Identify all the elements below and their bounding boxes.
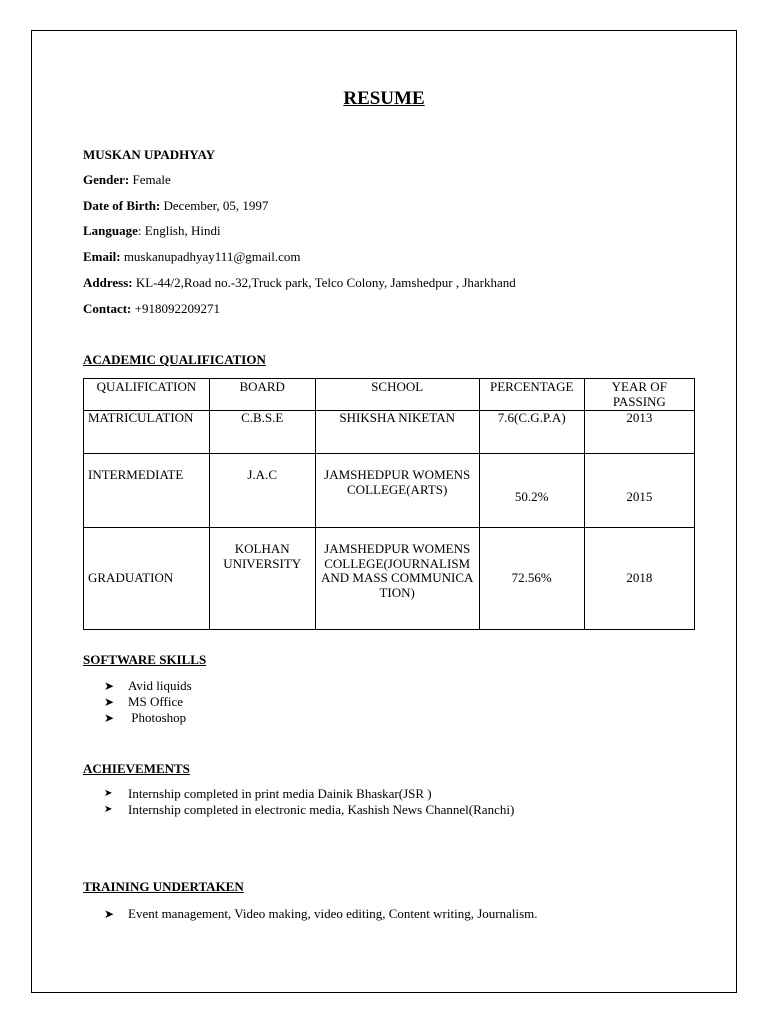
contact-value: +918092209271 xyxy=(131,301,220,316)
header-school: SCHOOL xyxy=(315,379,479,411)
header-board: BOARD xyxy=(209,379,315,411)
cell-percentage: 72.56% xyxy=(479,528,584,630)
email-value: muskanupadhyay111@gmail.com xyxy=(120,249,301,264)
achievement-text: Internship completed in print media Dainik Bhaskar(JSR ) xyxy=(128,786,432,801)
achievements-list xyxy=(104,786,514,818)
cell-school: SHIKSHA NIKETAN xyxy=(315,411,479,454)
dob-value: December, 05, 1997 xyxy=(160,198,269,213)
list-item xyxy=(104,678,192,694)
table-row xyxy=(84,454,695,528)
gender-label: Gender: xyxy=(83,172,130,187)
achievement-text: Internship completed in electronic media, Kashish News Channel(Ranchi) xyxy=(128,802,515,817)
list-item xyxy=(104,906,538,922)
header-year: YEAR OF PASSING xyxy=(584,379,694,411)
cell-board: C.B.S.E xyxy=(209,411,315,454)
arrow-bullet-icon: ➤ xyxy=(104,907,115,921)
list-item xyxy=(104,710,192,726)
table-header-row xyxy=(84,379,695,411)
address-label: Address: xyxy=(83,275,133,290)
skill-text: MS Office xyxy=(128,694,184,709)
language-line xyxy=(83,223,221,239)
gender-line xyxy=(83,172,171,188)
email-label: Email: xyxy=(83,249,121,264)
cell-qualification: INTERMEDIATE xyxy=(84,454,210,528)
cell-year: 2013 xyxy=(584,411,694,454)
cell-year: 2015 xyxy=(584,454,694,528)
achievements-heading: ACHIEVEMENTS xyxy=(83,761,190,776)
skill-text: Photoshop xyxy=(128,710,187,725)
cell-year: 2018 xyxy=(584,528,694,630)
header-qualification: QUALIFICATION xyxy=(84,379,210,411)
cell-school: JAMSHEDPUR WOMENS COLLEGE(ARTS) xyxy=(315,454,479,528)
dob-label: Date of Birth: xyxy=(83,198,161,213)
list-item xyxy=(104,802,514,818)
contact-label: Contact: xyxy=(83,301,132,316)
arrow-bullet-icon: ➤ xyxy=(104,695,115,709)
academic-table xyxy=(83,378,695,630)
table-row xyxy=(84,528,695,630)
candidate-name: MUSKAN UPADHYAY xyxy=(83,147,216,162)
training-text: Event management, Video making, video editing, Content writing, Journalism. xyxy=(128,906,538,921)
cell-school: JAMSHEDPUR WOMENS COLLEGE(JOURNALISM AND MASS COMMUNICATION) xyxy=(315,528,479,630)
list-item xyxy=(104,694,192,710)
contact-line xyxy=(83,301,220,317)
skill-text: Avid liquids xyxy=(128,678,192,693)
arrow-bullet-icon: ➤ xyxy=(104,804,113,815)
email-line xyxy=(83,249,301,265)
arrow-bullet-icon: ➤ xyxy=(104,788,113,799)
software-skills-list xyxy=(104,678,192,726)
list-item xyxy=(104,786,514,802)
cell-board: J.A.C xyxy=(209,454,315,528)
cell-qualification: MATRICULATION xyxy=(84,411,210,454)
cell-qualification: GRADUATION xyxy=(84,528,210,630)
language-value: : English, Hindi xyxy=(137,223,221,238)
address-value: KL-44/2,Road no.-32,Truck park, Telco Colony, Jamshedpur , Jharkhand xyxy=(132,275,516,290)
cell-percentage: 50.2% xyxy=(479,454,584,528)
software-skills-heading: SOFTWARE SKILLS xyxy=(83,652,207,667)
table-row xyxy=(84,411,695,454)
address-line xyxy=(83,275,516,291)
training-list xyxy=(104,906,538,922)
arrow-bullet-icon: ➤ xyxy=(104,711,115,725)
cell-board: KOLHAN UNIVERSITY xyxy=(209,528,315,630)
gender-value: Female xyxy=(129,172,171,187)
training-heading: TRAINING UNDERTAKEN xyxy=(83,879,244,894)
header-percentage: PERCENTAGE xyxy=(479,379,584,411)
dob-line xyxy=(83,198,268,214)
page-title: RESUME xyxy=(343,88,425,109)
academic-heading: ACADEMIC QUALIFICATION xyxy=(83,352,266,367)
language-label: Language xyxy=(83,223,138,238)
cell-percentage: 7.6(C.G.P.A) xyxy=(479,411,584,454)
arrow-bullet-icon: ➤ xyxy=(104,679,115,693)
